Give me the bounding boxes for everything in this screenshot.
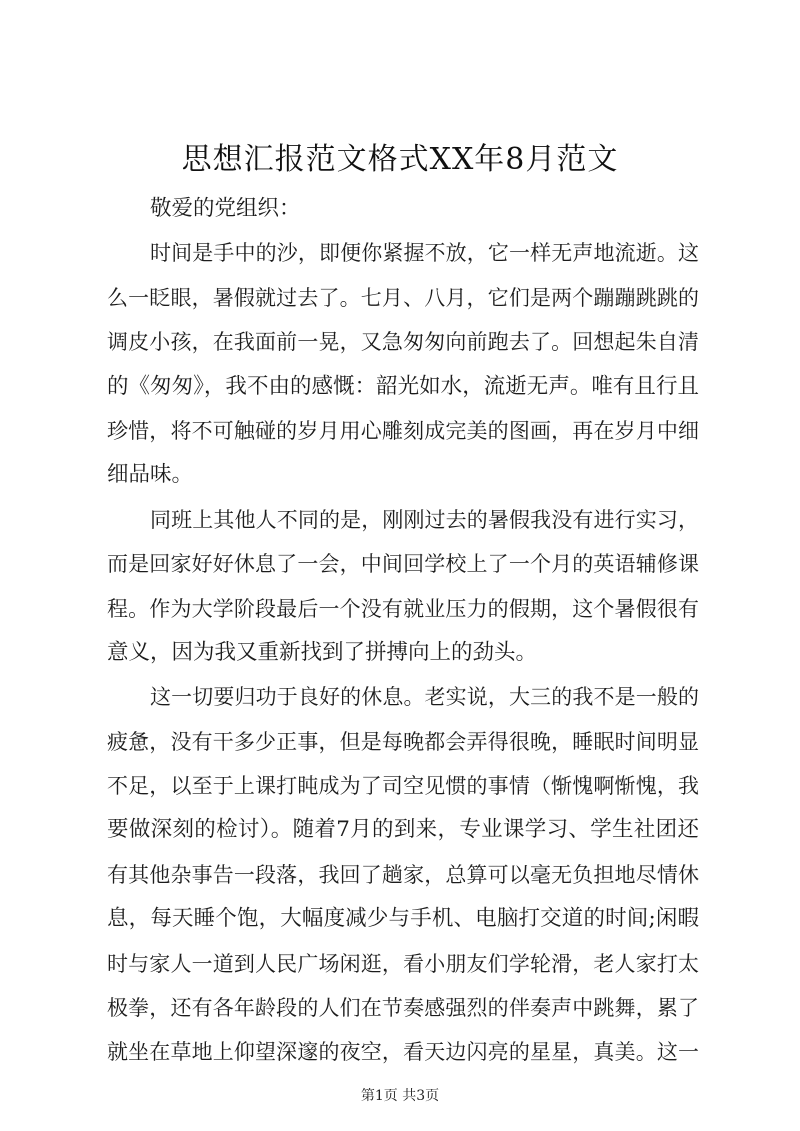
paragraph-3-line-1: 这一切要归功于良好的休息。老实说，大三的我不是一般的: [150, 685, 699, 710]
paragraph-1-line-2: 么一眨眼，暑假就过去了。七月、八月，它们是两个蹦蹦跳跳的: [107, 285, 699, 310]
paragraph-2-line-2: 而是回家好好休息了一会，中间回学校上了一个月的英语辅修课: [107, 552, 699, 577]
document-body: [107, 187, 699, 1075]
paragraph-1-line-1: 时间是手中的沙，即便你紧握不放，它一样无声地流逝。这: [150, 241, 699, 266]
paragraph-3-line-3: 不足，以至于上课打盹成为了司空见惯的事情（惭愧啊惭愧，我: [107, 774, 699, 799]
paragraph-3-line-2: 疲惫，没有干多少正事，但是每晚都会弄得很晚，睡眠时间明显: [107, 729, 699, 754]
paragraph-1-line-3: 调皮小孩，在我面前一晃，又急匆匆向前跑去了。回想起朱自清: [107, 330, 699, 355]
paragraph-3-line-4: 要做深刻的检讨）。随着7月的到来，专业课学习、学生社团还: [107, 817, 699, 843]
paragraph-1-line-4: 的《匆匆》，我不由的感慨：韶光如水，流逝无声。唯有且行且: [107, 373, 699, 399]
paragraph-3-line-5: 有其他杂事告一段落，我回了趟家，总算可以毫无负担地尽情休: [107, 862, 699, 887]
paragraph-2-line-1: 同班上其他人不同的是，刚刚过去的暑假我没有进行实习，: [150, 507, 699, 532]
paragraph-3-line-8: 极拳，还有各年龄段的人们在节奏感强烈的伴奏声中跳舞，累了: [107, 996, 699, 1021]
paragraph-3-line-7: 时与家人一道到人民广场闲逛，看小朋友们学轮滑，老人家打太: [107, 951, 699, 976]
salutation: 敬爱的党组织：: [150, 196, 301, 221]
document-title: 思想汇报范文格式XX年8月范文: [181, 142, 619, 177]
paragraph-3-line-6: 息，每天睡个饱，大幅度减少与手机、电脑打交道的时间;闲暇: [107, 906, 699, 932]
paragraph-3-line-9: 就坐在草地上仰望深邃的夜空，看天边闪亮的星星，真美。这一: [107, 1040, 699, 1065]
paragraph-1-line-6: 细品味。: [107, 462, 194, 488]
page-number-footer: 第1页 共3页: [360, 1088, 440, 1104]
paragraph-2-line-3: 程。作为大学阶段最后一个没有就业压力的假期，这个暑假很有: [107, 596, 699, 621]
paragraph-2-line-4: 意义，因为我又重新找到了拼搏向上的劲头。: [107, 639, 538, 665]
paragraph-1-line-5: 珍惜，将不可触碰的岁月用心雕刻成完美的图画，再在岁月中细: [107, 418, 699, 443]
